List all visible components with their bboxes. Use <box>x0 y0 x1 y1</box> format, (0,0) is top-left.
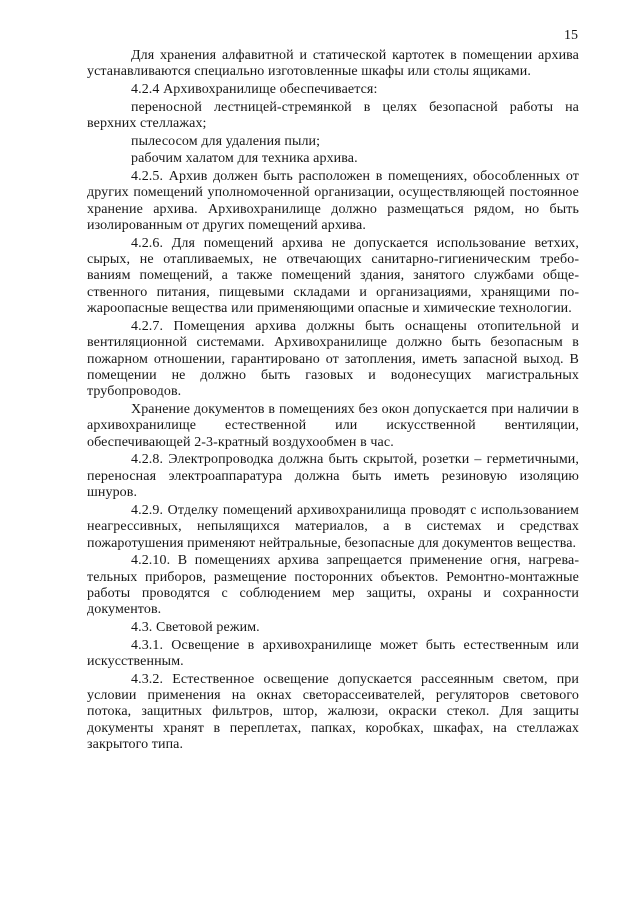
list-item-robe: рабочим халатом для техника архива. <box>131 151 358 167</box>
paragraph-4-2-10: 4.2.10. В помещениях архива запрещается применение огня, нагревательных приборов, размещение посторонних объектов. Ремонтно-монтажные работы проводятся с соблюдением мер защиты, охраны и сохранности документов. <box>87 553 579 618</box>
paragraph-4-2-9: 4.2.9. Отделку помещений архивохранилища проводят с использованием неагрессивных, непылящихся материалов, а в системах и средствах пожаротушения применяют нейтральные, безопасные для документов вещества. <box>87 502 579 551</box>
paragraph-4-2-5: 4.2.5. Архив должен быть расположен в помещениях, обособленных от других помещений уполномоченной организации, осуществляющей постоянное хранение архива. Архивохранилище должно размещаться рядом, но быть изолированным от других помещений архива. <box>87 168 579 233</box>
page-number: 15 <box>564 28 578 43</box>
paragraph-4-3-2: 4.3.2. Естественное освещение допускается рассеянным светом, при условии применения на окнах светорассеивателей, регуляторов светового потока, защитных фильтров, штор, жалюзи, окраски стекол. Для защиты документы хранят в переплетах, папках, коробках, шкафах, на стеллажах закрытого типа. <box>87 671 579 753</box>
paragraph-card-index-storage: Для хранения алфавитной и статической картотек в помещении архива устанавливаются специально изготовленные шкафы или столы ящиками. <box>87 48 579 80</box>
paragraph-4-2-7: 4.2.7. Помещения архива должны быть оснащены отопительной и вентиляционной системами. Архивохранилище должно быть безопасным в пожарном отношении, гарантировано от затопления, иметь запасной выход. В помещении не должно быть газовых и водонесущих магистральных трубопроводов. <box>87 318 579 400</box>
list-item-ladder: переносной лестницей-стремянкой в целях безопасной работы на верхних стеллажах; <box>87 99 579 131</box>
section-heading-4-3: 4.3. Световой режим. <box>131 620 260 636</box>
list-item-vacuum: пылесосом для удаления пыли; <box>131 133 321 149</box>
paragraph-4-2-8: 4.2.8. Электропроводка должна быть скрытой, розетки – герметичными, переносная электроаппаратура должна быть иметь резиновую изоляцию шнуров. <box>87 452 579 501</box>
document-body <box>87 48 579 755</box>
paragraph-4-2-6: 4.2.6. Для помещений архива не допускается использование ветхих, сырых, не отапливаемых, не отвечающих санитарно-гигиеническим требованиям помещений, а также помещений здания, занятого службами общественного питания, пищевыми складами и организациями, хранящими пожароопасные вещества или применяющими опасные и химические технологии. <box>87 235 579 317</box>
paragraph-4-3-1: 4.3.1. Освещение в архивохранилище может быть естественным или искусственным. <box>87 637 579 670</box>
paragraph-4-2-4: 4.2.4 Архивохранилище обеспечивается: <box>131 82 378 97</box>
paragraph-windowless-storage: Хранение документов в помещениях без окон допускается при наличии в архивохранилище естественной или искусственной вентиляции, обеспечивающей 2-3-кратный воздухообмен в час. <box>87 402 579 450</box>
